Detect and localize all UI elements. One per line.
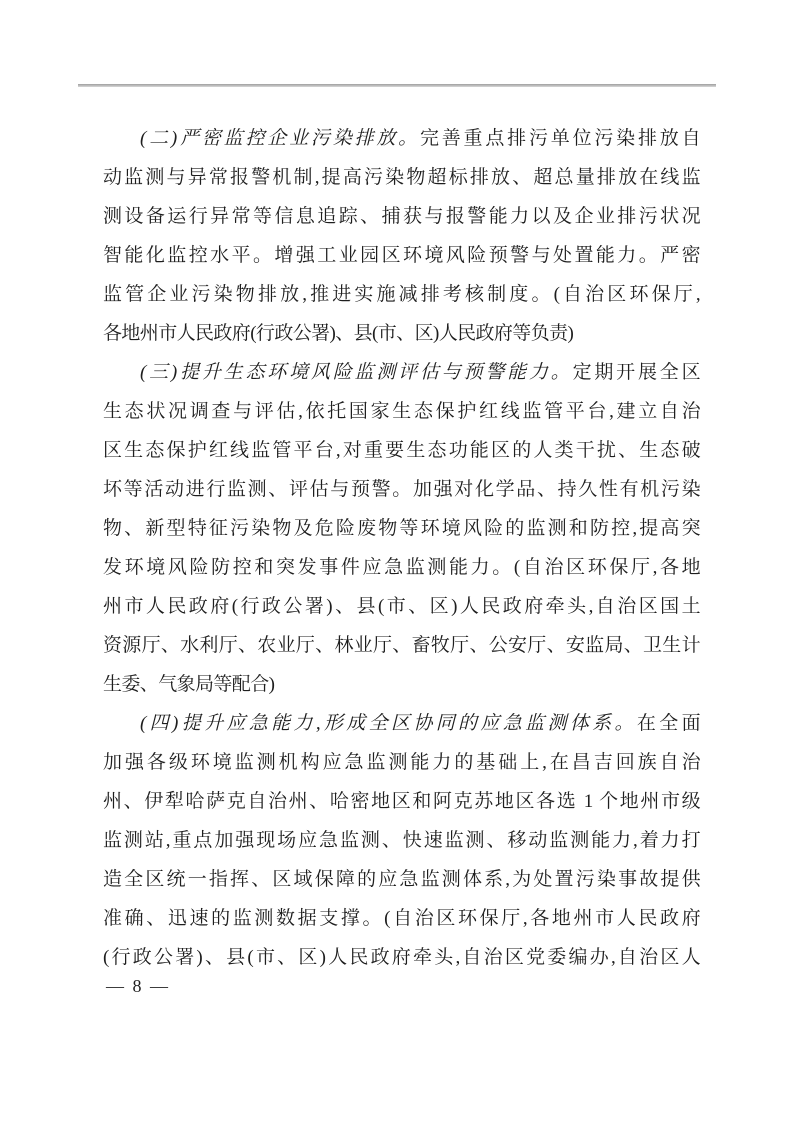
text-line — [103, 860, 700, 899]
text-line — [103, 119, 700, 158]
paragraph — [103, 353, 700, 704]
body-text: 州、伊犁哈萨克自治州、哈密地区和阿克苏地区各选 1 个地州市级 — [103, 791, 700, 812]
text-line — [103, 548, 700, 587]
text-line — [103, 197, 700, 236]
section-heading: (三)提升生态环境风险监测评估与预警能力。 — [140, 362, 573, 383]
text-line — [103, 782, 700, 821]
body-text: 资源厅、水利厅、农业厅、林业厅、畜牧厅、公安厅、安监局、卫生计 — [103, 635, 700, 656]
body-text: 测设备运行异常等信息追踪、捕获与报警能力以及企业排污状况 — [103, 206, 700, 227]
body-text: 发环境风险防控和突发事件应急监测能力。(自治区环保厅,各地 — [103, 557, 700, 578]
body-text: (行政公署)、县(市、区)人民政府牵头,自治区党委编办,自治区人 — [103, 947, 700, 968]
body-text: 在全面 — [636, 713, 700, 734]
text-line — [103, 743, 700, 782]
paragraph — [103, 119, 700, 353]
text-line — [103, 821, 700, 860]
text-line — [103, 470, 700, 509]
body-text: 完善重点排污单位污染排放自 — [419, 128, 700, 149]
text-line — [103, 899, 700, 938]
text-line — [103, 509, 700, 548]
section-heading: (四)提升应急能力,形成全区协同的应急监测体系。 — [140, 713, 637, 734]
page-number: — 8 — — [106, 976, 170, 996]
body-text: 物、新型特征污染物及危险废物等环境风险的监测和防控,提高突 — [103, 518, 700, 539]
text-line — [103, 275, 700, 314]
text-line — [103, 392, 700, 431]
body-text: 区生态保护红线监管平台,对重要生态功能区的人类干扰、生态破 — [103, 440, 700, 461]
header-rule — [78, 84, 716, 87]
body-text: 动监测与异常报警机制,提高污染物超标排放、超总量排放在线监 — [103, 167, 700, 188]
text-line — [103, 353, 700, 392]
text-line — [103, 704, 700, 743]
text-line — [103, 665, 700, 704]
body-text: 加强各级环境监测机构应急监测能力的基础上,在昌吉回族自治 — [103, 752, 700, 773]
body-text: 监管企业污染物排放,推进实施减排考核制度。(自治区环保厅, — [103, 284, 700, 305]
body-text: 定期开展全区 — [572, 362, 700, 383]
text-line — [103, 587, 700, 626]
text-line — [103, 236, 700, 275]
body-text: 智能化监控水平。增强工业园区环境风险预警与处置能力。严密 — [103, 245, 700, 266]
body-text: 生委、气象局等配合) — [103, 674, 275, 695]
body-text: 监测站,重点加强现场应急监测、快速监测、移动监测能力,着力打 — [103, 830, 700, 851]
document-body — [103, 119, 700, 977]
body-text: 州市人民政府(行政公署)、县(市、区)人民政府牵头,自治区国土 — [103, 596, 700, 617]
text-line — [103, 938, 700, 977]
body-text: 生态状况调查与评估,依托国家生态保护红线监管平台,建立自治 — [103, 401, 700, 422]
body-text: 造全区统一指挥、区域保障的应急监测体系,为处置污染事故提供 — [103, 869, 700, 890]
text-line — [103, 314, 700, 353]
text-line — [103, 626, 700, 665]
body-text: 坏等活动进行监测、评估与预警。加强对化学品、持久性有机污染 — [103, 479, 700, 500]
section-heading: (二)严密监控企业污染排放。 — [140, 128, 420, 149]
paragraph — [103, 704, 700, 977]
text-line — [103, 431, 700, 470]
body-text: 准确、迅速的监测数据支撑。(自治区环保厅,各地州市人民政府 — [103, 908, 700, 929]
body-text: 各地州市人民政府(行政公署)、县(市、区)人民政府等负责) — [103, 323, 574, 344]
text-line — [103, 158, 700, 197]
